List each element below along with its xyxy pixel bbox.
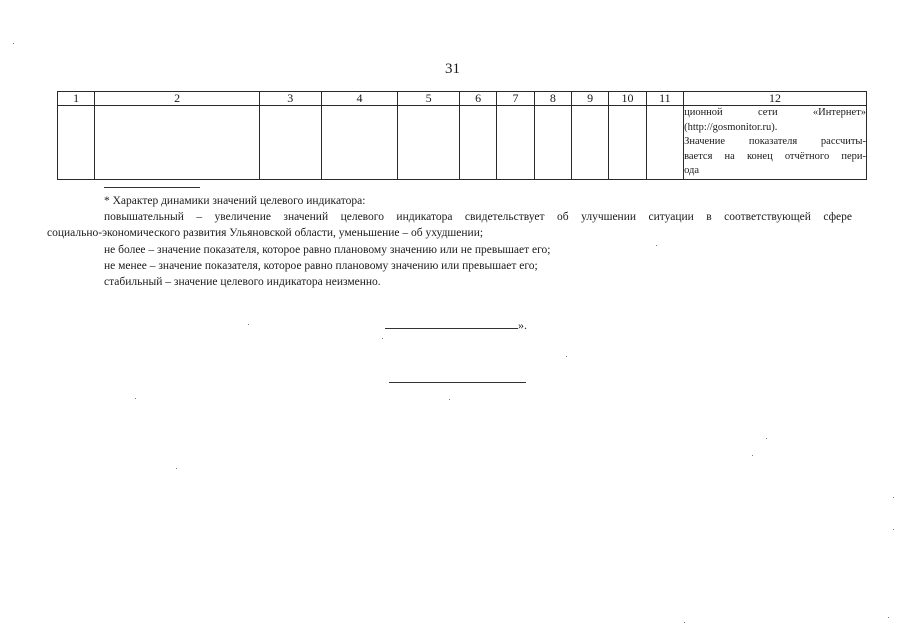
scan-speck xyxy=(176,468,177,469)
column-header-2: 2 xyxy=(95,92,260,106)
table-cell xyxy=(534,106,571,180)
column12-line: Значение показателя рассчиты- xyxy=(684,136,866,147)
footnote-rule xyxy=(104,187,200,188)
column-header-3: 3 xyxy=(259,92,321,106)
closing-rule xyxy=(385,316,518,329)
column12-line: ода xyxy=(684,165,700,176)
column12-line: вается на конец отчётного пери- xyxy=(684,150,866,162)
scan-speck xyxy=(893,497,894,498)
column12-line: (http://gosmonitor.ru). xyxy=(684,121,778,133)
scan-speck xyxy=(752,455,753,456)
column12-line: ционной сети «Интернет» xyxy=(684,107,866,118)
scan-speck xyxy=(684,622,685,623)
table-cell xyxy=(459,106,496,180)
table-cell xyxy=(572,106,609,180)
closing-line xyxy=(385,316,545,333)
closing-quote: ». xyxy=(518,318,527,332)
scan-speck xyxy=(248,324,249,325)
column-header-6: 6 xyxy=(459,92,496,106)
table-row xyxy=(58,106,867,180)
column-header-4: 4 xyxy=(321,92,398,106)
scan-speck xyxy=(135,398,136,399)
table-cell xyxy=(259,106,321,180)
scan-speck xyxy=(766,438,767,439)
column-header-9: 9 xyxy=(572,92,609,106)
column12-cell xyxy=(684,106,867,180)
indicator-table xyxy=(57,91,867,180)
column-header-11: 11 xyxy=(646,92,683,106)
scan-speck xyxy=(449,399,450,400)
table-cell xyxy=(497,106,534,180)
footnote-line: не более – значение показателя, которое равно плановому значению или не превышает его; xyxy=(104,243,551,256)
footnote xyxy=(47,193,852,290)
table-cell xyxy=(398,106,460,180)
scan-speck xyxy=(656,245,657,246)
scan-speck xyxy=(566,356,567,357)
table-cell xyxy=(95,106,260,180)
table-header-row xyxy=(58,92,867,106)
table-cell xyxy=(58,106,95,180)
scan-speck xyxy=(893,529,894,530)
footnote-line: не менее – значение показателя, которое равно плановому значению или превышает его; xyxy=(104,259,538,272)
table-cell xyxy=(321,106,398,180)
scan-speck xyxy=(888,617,889,618)
scan-speck xyxy=(382,338,383,339)
column-header-8: 8 xyxy=(534,92,571,106)
end-rule xyxy=(389,382,526,383)
page-number: 31 xyxy=(445,61,460,77)
table-cell xyxy=(609,106,646,180)
column-header-10: 10 xyxy=(609,92,646,106)
column-header-1: 1 xyxy=(58,92,95,106)
column-header-7: 7 xyxy=(497,92,534,106)
footnote-line: социально-экономического развития Ульяновской области, уменьшение – об ухудшении; xyxy=(47,227,484,240)
footnote-title: * Характер динамики значений целевого индикатора: xyxy=(104,195,366,207)
scan-speck xyxy=(13,43,14,44)
column-header-5: 5 xyxy=(398,92,460,106)
column-header-12: 12 xyxy=(684,92,867,106)
table-cell xyxy=(646,106,683,180)
footnote-line: стабильный – значение целевого индикатора неизменно. xyxy=(104,276,381,289)
footnote-line: повышательный – увеличение значений целевого индикатора свидетельствует об улучшении ситуации в соответствующей сфере xyxy=(104,211,852,224)
